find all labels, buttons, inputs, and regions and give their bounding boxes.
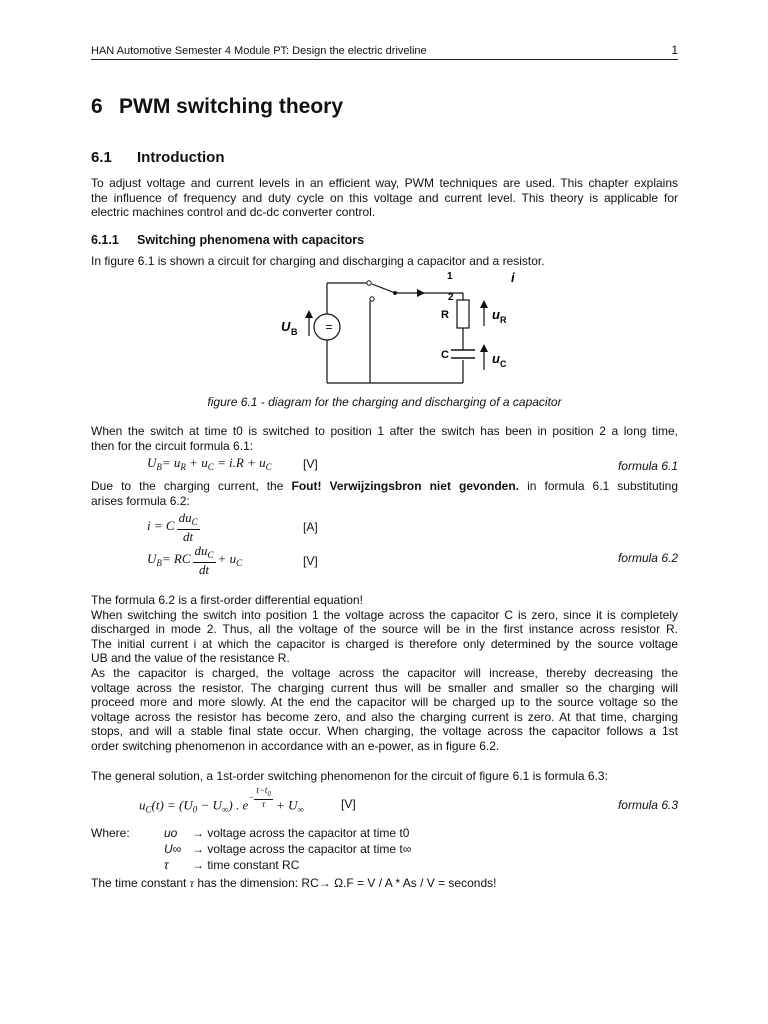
- section-number: 6.1: [91, 149, 112, 166]
- tau-symbol: τ: [189, 876, 195, 890]
- resistor-label: R: [441, 309, 449, 321]
- formula-6-3-unit: [V]: [341, 797, 356, 811]
- chapter-title: PWM switching theory: [119, 95, 344, 118]
- formula-6-2b-unit: [V]: [303, 554, 318, 568]
- formula-6-2-label: formula 6.2: [617, 551, 678, 565]
- document-page: [91, 0, 678, 1024]
- current-label: i: [511, 270, 515, 285]
- formula-6-3-equation: $u_C(t) = (U_0 - U_\infty)$ . $e^{- \frac{t-t_0}{\tau}}$ + $U_\infty$: [139, 785, 304, 815]
- page-number: 1: [671, 43, 678, 57]
- switch-contact-2: [370, 297, 374, 301]
- text-line: order switching phenomenon in accordance with an e-power, as in figure 6.2.: [91, 738, 500, 753]
- where-symbol: U∞: [164, 842, 182, 856]
- resistor-voltage-label: u: [492, 307, 500, 322]
- switch-paragraph: [91, 424, 678, 453]
- current-arrow-icon: [417, 289, 425, 297]
- capacitor-voltage-label: u: [492, 351, 500, 366]
- formula-6-1-label: formula 6.1: [617, 459, 678, 473]
- text-line: discharged in mode 2. Thus, all the voltage of the source will be in the first instance across resistor R.: [91, 622, 678, 637]
- formula-6-1-unit: [V]: [303, 457, 318, 471]
- capacitor-label: C: [441, 349, 449, 361]
- where-symbol: τ: [164, 858, 169, 872]
- circuit-diagram: [271, 268, 515, 390]
- where-label: Where:: [91, 826, 130, 840]
- where-description: → voltage across the capacitor at time t0: [192, 826, 410, 840]
- text-fragment: has the dimension: RC→ Ω.F = V / A * As / V = seconds!: [194, 876, 497, 890]
- switch-pivot: [393, 291, 397, 295]
- source-voltage-label: U: [281, 319, 291, 334]
- time-constant-text: [91, 876, 496, 891]
- switch-blade: [372, 284, 395, 293]
- intro-paragraph: [91, 176, 678, 220]
- resistor-voltage-sub: R: [500, 315, 507, 325]
- where-description: → time constant RC: [192, 858, 300, 872]
- fraction: $\frac{du_C}{dt}$: [194, 543, 214, 577]
- capacitor-voltage-sub: C: [500, 359, 507, 369]
- text-line: stops, and will a stable final state occur. When charging, the voltage across the capacitor follows a 1st: [91, 724, 678, 739]
- section-heading: [91, 151, 224, 166]
- section-title: Introduction: [137, 149, 225, 166]
- text-line: then for the circuit formula 6.1:: [91, 438, 254, 453]
- text-line: To adjust voltage and current levels in an efficient way, PWM techniques are used. This chapter explains: [91, 176, 678, 190]
- arrowhead-icon: [480, 344, 488, 352]
- formula-6-2a-unit: [A]: [303, 520, 318, 534]
- formula-6-2b-equation: $U_B=$ RC $\frac{du_C}{dt}$ + $u_C$: [147, 543, 243, 577]
- subsection-number: 6.1.1: [91, 233, 119, 247]
- broken-reference: Fout! Verwijzingsbron niet gevonden.: [291, 479, 520, 493]
- formula-6-3-label: formula 6.3: [617, 798, 678, 812]
- chapter-number: 6: [91, 95, 103, 118]
- text-fragment: in formula 6.1 substituting: [519, 479, 679, 493]
- charging-paragraph: [91, 479, 678, 508]
- chapter-heading: [91, 95, 344, 118]
- text-fragment: The time constant: [91, 876, 190, 890]
- figure-caption: figure 6.1 - diagram for the charging and discharging of a capacitor: [207, 395, 562, 409]
- arrowhead-icon: [480, 300, 488, 308]
- general-solution-text: The general solution, a 1st-order switching phenomenon for the circuit of figure 6.1 is formula 6.3:: [91, 769, 608, 783]
- text-line: When the switch at time t0 is switched to position 1 after the switch has been in position 2 a long time,: [91, 424, 678, 438]
- resistor-symbol: [457, 300, 469, 328]
- text-line: arises formula 6.2:: [91, 493, 190, 508]
- text-line: UB and the value of the resistance R.: [91, 651, 290, 666]
- figure-intro-text: In figure 6.1 is shown a circuit for charging and discharging a capacitor and a resistor.: [91, 254, 545, 268]
- text-line: As the capacitor is charged, the voltage across the capacitor will increase, thereby decreasing the: [91, 665, 678, 680]
- text-line: the influence of frequency and duty cycle on this voltage and current level. This theory is applicable for: [91, 190, 678, 205]
- formula-6-1-equation: $U_B= u_R + u_C = i.R + u_C$: [147, 455, 272, 472]
- text-line: voltage across the resistor has become zero, and also the charging current is zero. At that time, charging: [91, 709, 678, 724]
- switch-pos2-label: 2: [448, 292, 454, 303]
- arrowhead-icon: [305, 310, 313, 318]
- where-symbol: uo: [164, 826, 178, 840]
- text-line: When switching the switch into position 1 the voltage across the capacitor C is zero, since it is completely: [91, 607, 678, 622]
- discussion-paragraph: [91, 593, 678, 754]
- switch-contact-1: [367, 281, 371, 285]
- formula-6-2a-equation: i = C $\frac{du_C}{dt}$: [147, 510, 198, 544]
- text-line: voltage across the resistor. The charging current thus will be smaller and smaller so the charging will: [91, 680, 678, 695]
- text-line: [91, 479, 678, 494]
- source-symbol-label: =: [325, 320, 333, 334]
- text-line: proceed more and more slowly. At the end the capacitor will be charged up to the source voltage so the: [91, 695, 678, 710]
- where-description: → voltage across the capacitor at time t∞: [192, 842, 412, 856]
- text-line: The initial current i at which the capacitor is charged is therefore only determined by the source voltage: [91, 636, 678, 651]
- text-line: electric machines control and dc-dc converter control.: [91, 205, 376, 220]
- subsection-title: Switching phenomena with capacitors: [137, 233, 365, 247]
- switch-pos1-label: 1: [447, 271, 453, 282]
- page-header: [91, 43, 678, 60]
- header-title: HAN Automotive Semester 4 Module PT: Design the electric driveline: [91, 45, 427, 57]
- text-line: The formula 6.2 is a first-order differential equation!: [91, 593, 363, 607]
- text-fragment: Due to the charging current, the: [91, 479, 292, 493]
- subsection-heading: [91, 233, 364, 248]
- fraction: $\frac{du_C}{dt}$: [178, 510, 198, 544]
- source-voltage-sub: B: [291, 327, 298, 337]
